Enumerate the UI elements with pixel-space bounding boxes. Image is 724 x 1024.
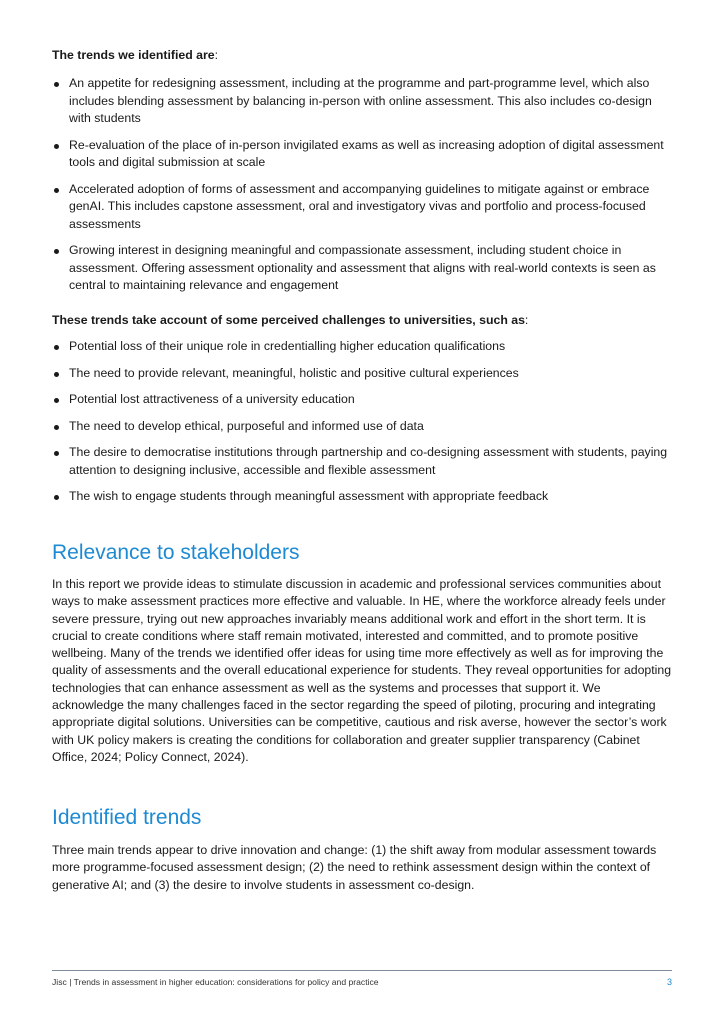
challenges-list bbox=[52, 338, 672, 506]
list-item: Growing interest in designing meaningful and compassionate assessment, including student choice in assessment. Offering assessment optionality and assessment that aligns with real-world contexts is seen as central to maintaining relevance and engagement bbox=[52, 242, 672, 295]
list-item: An appetite for redesigning assessment, including at the programme and part-programme level, which also includes blending assessment by balancing in-person with online assessment. This also includes co-design with students bbox=[52, 75, 672, 128]
trends-intro bbox=[52, 47, 672, 65]
challenges-intro bbox=[52, 312, 672, 330]
trends-list bbox=[52, 75, 672, 295]
challenges-intro-bold: These trends take account of some perceived challenges to universities, such as bbox=[52, 313, 525, 327]
footer-divider bbox=[52, 970, 672, 971]
list-item: Potential lost attractiveness of a university education bbox=[52, 391, 672, 409]
bullet-icon bbox=[54, 495, 59, 500]
bullet-icon bbox=[54, 425, 59, 430]
bullet-icon bbox=[54, 398, 59, 403]
identified-trends-paragraph: Three main trends appear to drive innovation and change: (1) the shift away from modular assessment towards more programme-focused assessment design; (2) the need to rethink assessment design within the context of generative AI; and (3) the desire to involve students in assessment co-design. bbox=[52, 843, 657, 892]
list-item: The need to develop ethical, purposeful and informed use of data bbox=[52, 418, 672, 436]
list-item: The desire to democratise institutions through partnership and co-designing assessment with students, paying attention to designing inclusive, accessible and flexible assessment bbox=[52, 444, 672, 479]
identified-trends-heading: Identified trends bbox=[52, 806, 202, 829]
relevance-paragraph: In this report we provide ideas to stimulate discussion in academic and professional services communities about ways to make assessment practices more effective and valuable. In HE, where the workforce already feels under severe pressure, trying out new approaches invariably means additional work and effort in the short term. It is crucial to create conditions where staff remain motivated, interested and committed, and to promote positive wellbeing. Many of the trends we identified offer ideas for using time more effectively as well as for improving the quality of assessments and the overall educational experience for students. They reveal opportunities for adopting technologies that can enhance assessment as well as the systems and processes that support it. We acknowledge the many challenges faced in the sector regarding the speed of piloting, procuring and integrating appropriate digital solutions. Universities can be competitive, cautious and risk averse, however the sector’s work with UK policy makers is creating the conditions for collaboration and greater supplier transparency (Cabinet Office, 2024; Policy Connect, 2024). bbox=[52, 577, 672, 764]
bullet-icon bbox=[54, 188, 59, 193]
bullet-icon bbox=[54, 144, 59, 149]
bullet-icon bbox=[54, 372, 59, 377]
list-item: Re-evaluation of the place of in-person invigilated exams as well as increasing adoption of digital assessment tools and digital submission at scale bbox=[52, 137, 672, 172]
list-item: The need to provide relevant, meaningful, holistic and positive cultural experiences bbox=[52, 365, 672, 383]
trends-intro-suffix: : bbox=[214, 48, 219, 62]
page-number: 3 bbox=[666, 977, 672, 987]
relevance-heading: Relevance to stakeholders bbox=[52, 541, 300, 564]
footer-title: Jisc | Trends in assessment in higher education: considerations for policy and practice bbox=[52, 977, 379, 987]
bullet-icon bbox=[54, 249, 59, 254]
list-item: Potential loss of their unique role in credentialling higher education qualifications bbox=[52, 338, 672, 356]
bullet-icon bbox=[54, 451, 59, 456]
bullet-icon bbox=[54, 82, 59, 87]
challenges-intro-suffix: : bbox=[524, 313, 529, 327]
list-item: Accelerated adoption of forms of assessment and accompanying guidelines to mitigate against or embrace genAI. This includes capstone assessment, oral and investigatory vivas and portfolio and process-focused assessments bbox=[52, 181, 672, 234]
list-item: The wish to engage students through meaningful assessment with appropriate feedback bbox=[52, 488, 672, 506]
trends-intro-bold: The trends we identified are bbox=[52, 48, 215, 62]
bullet-icon bbox=[54, 345, 59, 350]
